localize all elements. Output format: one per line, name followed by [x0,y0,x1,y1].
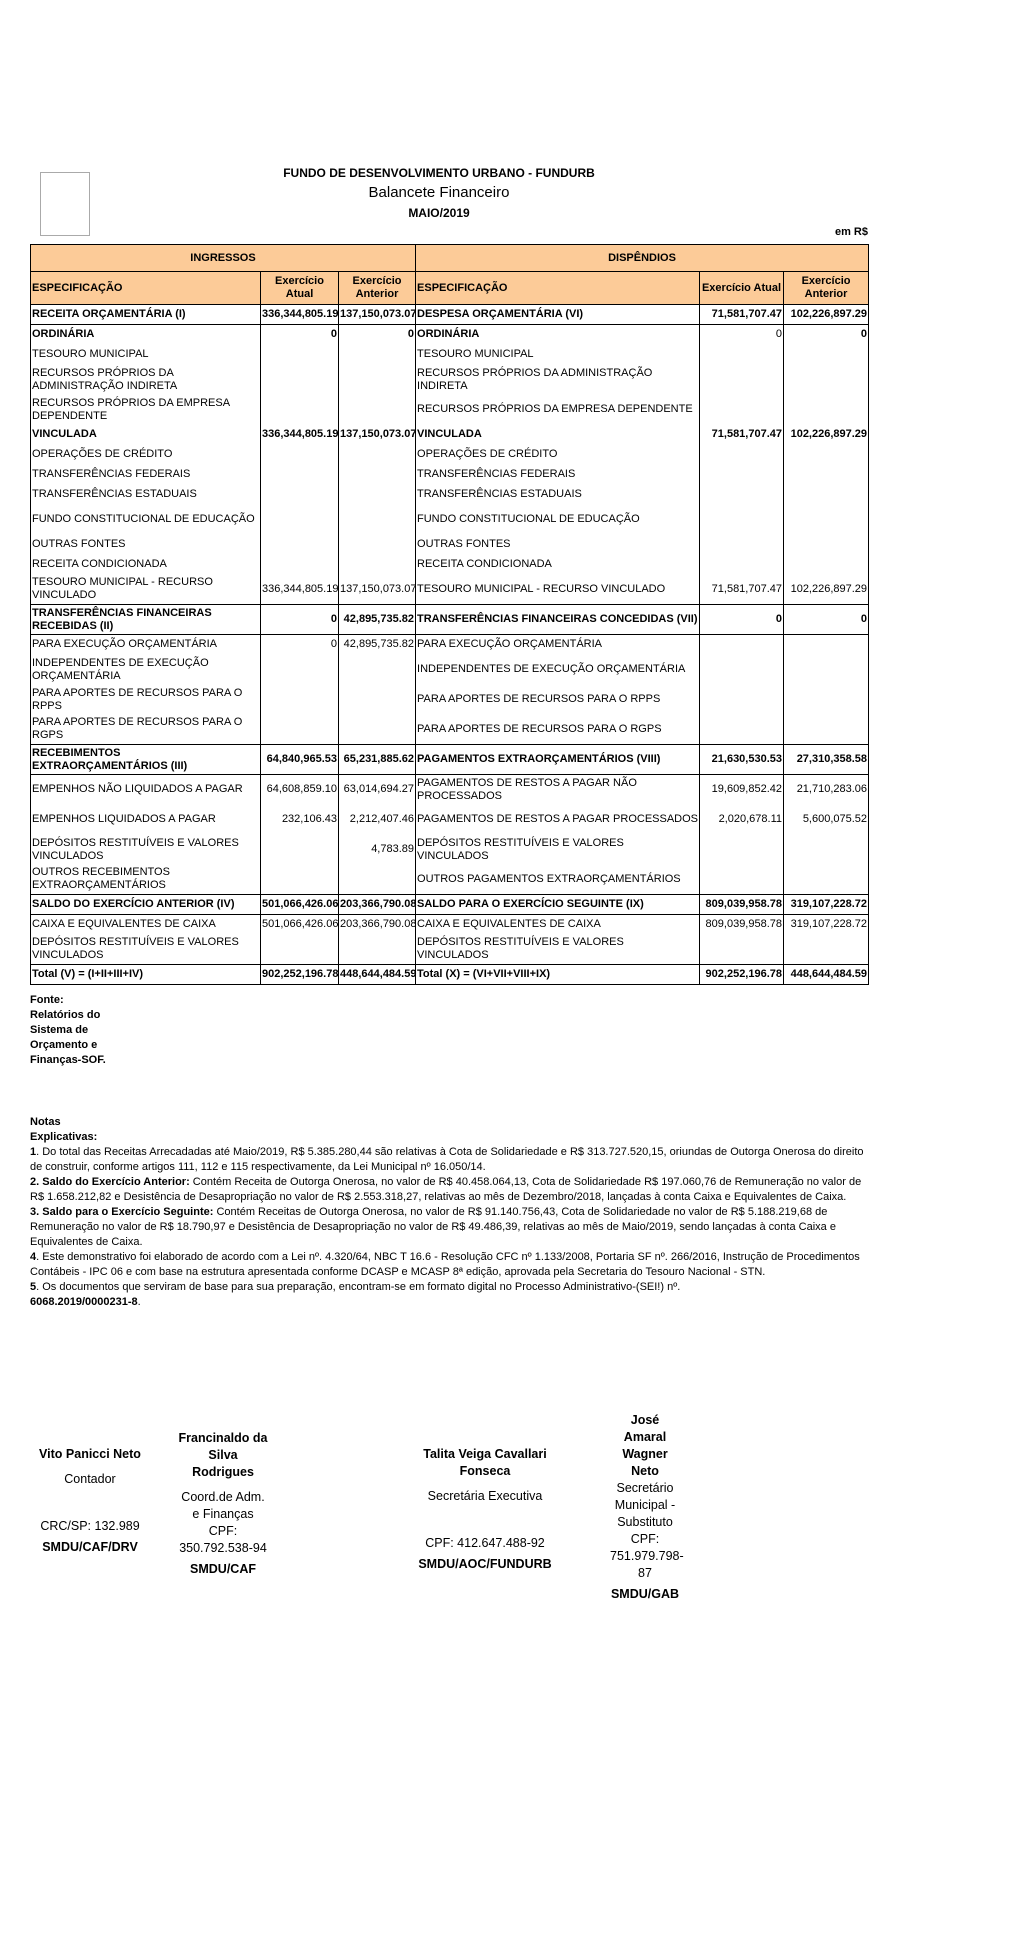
org-title: FUNDO DE DESENVOLVIMENTO URBANO - FUNDURB [283,166,595,180]
cell-anterior-right: 27,310,358.58 [784,745,869,775]
signature-name: José Amaral Wagner Neto [622,1413,668,1478]
cell-atual-right [700,685,784,715]
note-4: 4. Este demonstrativo foi elaborado de acordo com a Lei nº. 4.320/64, NBC T 16.6 - Resolução CFC nº 1.133/2008, Portaria SF nº. 266/2016, Instrução de Procedimentos Contábeis - IPC 06 e com base na estrutura apresentada conforme DCASP e MCASP 8ª edição, aprovada pela Secretaria do Tesouro Nacional - STN. [30,1251,860,1278]
table-row [31,935,869,965]
cell-atual-right [700,635,784,655]
cell-anterior-left [339,445,416,465]
cell-anterior-right [784,505,869,535]
signature-role: Secretária Executiva [427,1489,543,1503]
cell-atual-left: 64,608,859.10 [261,775,339,805]
cell-anterior-left [339,365,416,395]
dispendios-header: DISPÊNDIOS [416,245,869,272]
cell-anterior-left [339,485,416,505]
table-row [31,635,869,655]
cell-anterior-left: 42,895,735.82 [339,635,416,655]
cell-atual-left: 232,106.43 [261,805,339,835]
cell-anterior-right: 0 [784,605,869,635]
table-row [31,445,869,465]
col-anterior-right: Exercício Anterior [784,272,869,305]
cell-spec-right: OUTRAS FONTES [416,535,700,555]
cell-anterior-right: 448,644,484.59 [784,965,869,985]
cell-atual-left: 0 [261,605,339,635]
cell-atual-right: 902,252,196.78 [700,965,784,985]
cell-spec-right: VINCULADA [416,425,700,445]
cell-spec-right: PARA APORTES DE RECURSOS PARA O RGPS [416,715,700,745]
cell-spec-right: TESOURO MUNICIPAL [416,345,700,365]
col-atual-right: Exercício Atual [700,272,784,305]
table-row [31,465,869,485]
col-atual-left: Exercício Atual [261,272,339,305]
cell-atual-left [261,715,339,745]
cell-spec-left: OUTROS RECEBIMENTOS EXTRAORÇAMENTÁRIOS [31,865,261,895]
cell-spec-left: TRANSFERÊNCIAS FEDERAIS [31,465,261,485]
cell-anterior-left [339,395,416,425]
cell-anterior-left: 0 [339,325,416,345]
cell-atual-right: 809,039,958.78 [700,895,784,915]
signature-name: Francinaldo da Silva Rodrigues [178,1431,268,1479]
cell-atual-left [261,535,339,555]
table-row [31,555,869,575]
cell-atual-right [700,655,784,685]
cell-atual-left [261,365,339,395]
signature-org: SMDU/CAF [190,1562,256,1576]
cell-spec-left: RECEBIMENTOS EXTRAORÇAMENTÁRIOS (III) [31,745,261,775]
cell-anterior-left: 137,150,073.07 [339,575,416,605]
cell-atual-right [700,445,784,465]
cell-spec-right: OUTROS PAGAMENTOS EXTRAORÇAMENTÁRIOS [416,865,700,895]
cell-spec-right: DEPÓSITOS RESTITUÍVEIS E VALORES VINCULADOS [416,835,700,865]
cell-anterior-right [784,715,869,745]
cell-spec-right: RECURSOS PRÓPRIOS DA EMPRESA DEPENDENTE [416,395,700,425]
cell-anterior-right: 102,226,897.29 [784,575,869,605]
table-row [31,605,869,635]
cell-anterior-right: 5,600,075.52 [784,805,869,835]
cell-atual-left: 0 [261,635,339,655]
cell-atual-left [261,685,339,715]
cell-atual-right: 19,609,852.42 [700,775,784,805]
cell-atual-right: 71,581,707.47 [700,305,784,325]
signature-cpf: CRC/SP: 132.989 [40,1519,140,1533]
period: MAIO/2019 [408,206,470,220]
cell-anterior-right [784,935,869,965]
col-anterior-left: Exercício Anterior [339,272,416,305]
cell-atual-left: 501,066,426.06 [261,895,339,915]
cell-spec-left: SALDO DO EXERCÍCIO ANTERIOR (IV) [31,895,261,915]
cell-anterior-right: 319,107,228.72 [784,915,869,935]
cell-anterior-left: 448,644,484.59 [339,965,416,985]
signature-block [610,1412,684,1603]
notes-block [30,1115,870,1310]
table-row [31,535,869,555]
cell-anterior-left: 4,783.89 [339,835,416,865]
cell-spec-left: PARA APORTES DE RECURSOS PARA O RPPS [31,685,261,715]
cell-anterior-right: 0 [784,325,869,345]
cell-spec-left: TRANSFERÊNCIAS FINANCEIRAS RECEBIDAS (II) [31,605,261,635]
cell-spec-right: Total (X) = (VI+VII+VIII+IX) [416,965,700,985]
table-row [31,395,869,425]
cell-atual-right [700,505,784,535]
cell-anterior-right [784,635,869,655]
table-row [31,485,869,505]
cell-spec-left: RECEITA CONDICIONADA [31,555,261,575]
notes-title: Notas Explicativas: [30,1116,98,1143]
cell-anterior-right [784,865,869,895]
cell-atual-left [261,555,339,575]
cell-atual-right [700,555,784,575]
signature-org: SMDU/CAF/DRV [42,1540,138,1554]
cell-anterior-left [339,655,416,685]
cell-atual-left [261,865,339,895]
cell-spec-right: OPERAÇÕES DE CRÉDITO [416,445,700,465]
cell-spec-left: OUTRAS FONTES [31,535,261,555]
cell-atual-left: 336,344,805.19 [261,305,339,325]
cell-spec-left: FUNDO CONSTITUCIONAL DE EDUCAÇÃO [31,505,261,535]
signature-name: Vito Panicci Neto [39,1447,141,1461]
signature-cpf: CPF: 412.647.488-92 [425,1536,545,1550]
table-row [31,655,869,685]
table-row [31,365,869,395]
signature-role: Contador [64,1472,116,1486]
table-row [31,915,869,935]
cell-atual-right: 2,020,678.11 [700,805,784,835]
table-row [31,805,869,835]
cell-spec-left: DEPÓSITOS RESTITUÍVEIS E VALORES VINCULADOS [31,935,261,965]
table-row [31,965,869,985]
signature-role: Secretário Municipal - Substituto [614,1481,676,1529]
cell-spec-right: TRANSFERÊNCIAS FEDERAIS [416,465,700,485]
cell-atual-right: 71,581,707.47 [700,575,784,605]
cell-anterior-left [339,505,416,535]
cell-atual-right [700,535,784,555]
cell-spec-left: EMPENHOS NÃO LIQUIDADOS A PAGAR [31,775,261,805]
signature-org: SMDU/GAB [610,1587,680,1601]
cell-atual-left [261,345,339,365]
fonte-note: Fonte: Relatórios do Sistema de Orçamento e Finanças-SOF. [30,994,106,1066]
cell-spec-right: TRANSFERÊNCIAS ESTADUAIS [416,485,700,505]
cell-atual-right: 71,581,707.47 [700,425,784,445]
cell-spec-left: CAIXA E EQUIVALENTES DE CAIXA [31,915,261,935]
doc-title: Balancete Financeiro [368,184,510,201]
cell-atual-left [261,395,339,425]
cell-anterior-left [339,535,416,555]
cell-atual-right [700,395,784,425]
note-5: 5. Os documentos que serviram de base para sua preparação, encontram-se em formato digital no Processo Administrativo-(SEI!) nº. 6068.2019/0000231-8. [30,1281,681,1308]
cell-atual-right [700,935,784,965]
cell-anterior-left [339,935,416,965]
cell-anterior-right [784,535,869,555]
cell-atual-right: 809,039,958.78 [700,915,784,935]
cell-spec-right: PAGAMENTOS EXTRAORÇAMENTÁRIOS (VIII) [416,745,700,775]
table-row [31,425,869,445]
cell-anterior-right [784,345,869,365]
cell-anterior-left [339,685,416,715]
ingressos-header: INGRESSOS [31,245,416,272]
cell-spec-right: PARA APORTES DE RECURSOS PARA O RPPS [416,685,700,715]
col-spec-left: ESPECIFICAÇÃO [31,272,261,305]
cell-anterior-left [339,345,416,365]
cell-spec-left: RECURSOS PRÓPRIOS DA ADMINISTRAÇÃO INDIRETA [31,365,261,395]
cell-atual-right [700,485,784,505]
cell-spec-left: ORDINÁRIA [31,325,261,345]
cell-atual-left: 0 [261,325,339,345]
cell-spec-right: DESPESA ORÇAMENTÁRIA (VI) [416,305,700,325]
signature-block [410,1446,560,1573]
cell-spec-right: PARA EXECUÇÃO ORÇAMENTÁRIA [416,635,700,655]
balance-table [30,244,869,985]
cell-atual-left: 336,344,805.19 [261,575,339,605]
cell-anterior-right [784,395,869,425]
cell-spec-left: Total (V) = (I+II+III+IV) [31,965,261,985]
cell-anterior-right [784,835,869,865]
cell-spec-right: RECURSOS PRÓPRIOS DA ADMINISTRAÇÃO INDIRETA [416,365,700,395]
cell-atual-right [700,715,784,745]
cell-anterior-right: 102,226,897.29 [784,305,869,325]
cell-anterior-left [339,865,416,895]
cell-spec-left: TESOURO MUNICIPAL - RECURSO VINCULADO [31,575,261,605]
cell-atual-right [700,865,784,895]
cell-anterior-left: 42,895,735.82 [339,605,416,635]
table-row [31,745,869,775]
signature-org: SMDU/AOC/FUNDURB [418,1557,552,1571]
cell-anterior-right: 21,710,283.06 [784,775,869,805]
note-2: 2. Saldo do Exercício Anterior: Contém Receita de Outorga Onerosa, no valor de R$ 40.458.064,13, Cota de Solidariedade R$ 197.060,76 de Remuneração no valor de R$ 1.658.212,82 e Desistência de Desapropriação no valor de R$ 2.553.318,27, relativas ao mês de Dezembro/2018, lançadas à conta Caixa e Equivalentes de Caixa. [30,1176,862,1203]
cell-anterior-right [784,445,869,465]
signature-cpf: CPF: 751.979.798-87 [610,1532,684,1580]
cell-spec-left: RECEITA ORÇAMENTÁRIA (I) [31,305,261,325]
cell-atual-left: 336,344,805.19 [261,425,339,445]
signature-block [178,1430,268,1578]
cell-anterior-left: 137,150,073.07 [339,305,416,325]
cell-spec-left: TESOURO MUNICIPAL [31,345,261,365]
table-row [31,325,869,345]
table-row [31,865,869,895]
cell-anterior-right [784,485,869,505]
cell-anterior-right [784,655,869,685]
note-3: 3. Saldo para o Exercício Seguinte: Contém Receitas de Outorga Onerosa, no valor de R$ 91.140.756,43, Cota de Solidariedade no valor de R$ 5.188.219,68 de Remuneração no valor de R$ 18.790,97 e Desistência de Desapropriação no valor de R$ 49.486,39, relativas ao mês de Maio/2019, sendo lançadas à conta Caixa e Equivalentes de Caixa. [30,1206,836,1248]
cell-anterior-left: 137,150,073.07 [339,425,416,445]
cell-atual-left [261,655,339,685]
cell-anterior-right [784,555,869,575]
cell-spec-right: TRANSFERÊNCIAS FINANCEIRAS CONCEDIDAS (VII) [416,605,700,635]
cell-spec-left: EMPENHOS LIQUIDADOS A PAGAR [31,805,261,835]
cell-spec-right: PAGAMENTOS DE RESTOS A PAGAR NÃO PROCESSADOS [416,775,700,805]
cell-atual-right [700,835,784,865]
cell-spec-left: OPERAÇÕES DE CRÉDITO [31,445,261,465]
table-row [31,305,869,325]
cell-anterior-right [784,465,869,485]
cell-spec-right: FUNDO CONSTITUCIONAL DE EDUCAÇÃO [416,505,700,535]
cell-anterior-right: 102,226,897.29 [784,425,869,445]
cell-atual-left [261,935,339,965]
table-row [31,575,869,605]
cell-anterior-left [339,715,416,745]
cell-spec-left: PARA EXECUÇÃO ORÇAMENTÁRIA [31,635,261,655]
cell-atual-right [700,365,784,395]
cell-spec-right: ORDINÁRIA [416,325,700,345]
currency-unit: em R$ [834,226,868,238]
cell-anterior-right [784,365,869,395]
cell-anterior-left: 203,366,790.08 [339,915,416,935]
cell-anterior-right [784,685,869,715]
signature-cpf: CPF: 350.792.538-94 [179,1524,267,1555]
table-row [31,775,869,805]
cell-spec-right: RECEITA CONDICIONADA [416,555,700,575]
table-body [31,305,869,985]
cell-atual-left: 902,252,196.78 [261,965,339,985]
col-spec-right: ESPECIFICAÇÃO [416,272,700,305]
cell-atual-left: 64,840,965.53 [261,745,339,775]
signature-name: Talita Veiga Cavallari Fonseca [423,1447,547,1478]
cell-anterior-left: 2,212,407.46 [339,805,416,835]
table-row [31,345,869,365]
table-row [31,835,869,865]
cell-atual-right: 0 [700,605,784,635]
cell-anterior-left [339,555,416,575]
table-row [31,715,869,745]
cell-anterior-left: 65,231,885.62 [339,745,416,775]
cell-anterior-left [339,465,416,485]
cell-spec-right: SALDO PARA O EXERCÍCIO SEGUINTE (IX) [416,895,700,915]
cell-anterior-right: 319,107,228.72 [784,895,869,915]
cell-spec-right: CAIXA E EQUIVALENTES DE CAIXA [416,915,700,935]
cell-atual-left [261,465,339,485]
cell-spec-left: RECURSOS PRÓPRIOS DA EMPRESA DEPENDENTE [31,395,261,425]
cell-atual-left [261,485,339,505]
cell-atual-left [261,835,339,865]
cell-atual-left [261,505,339,535]
cell-spec-left: DEPÓSITOS RESTITUÍVEIS E VALORES VINCULADOS [31,835,261,865]
cell-spec-right: INDEPENDENTES DE EXECUÇÃO ORÇAMENTÁRIA [416,655,700,685]
table-row [31,685,869,715]
cell-spec-right: TESOURO MUNICIPAL - RECURSO VINCULADO [416,575,700,605]
logo-placeholder [40,172,90,236]
cell-spec-left: VINCULADA [31,425,261,445]
note-1: 1. Do total das Receitas Arrecadadas até Maio/2019, R$ 5.385.280,44 são relativas à Cota de Solidariedade e R$ 313.727.520,15, oriundas de Outorga Onerosa do direito de construir, conforme artigos 111, 112 e 115 respectivamente, da Lei Municipal nº 16.050/14. [30,1146,864,1173]
cell-atual-right [700,465,784,485]
cell-spec-left: INDEPENDENTES DE EXECUÇÃO ORÇAMENTÁRIA [31,655,261,685]
signature-role: Coord.de Adm. e Finanças [181,1490,265,1521]
cell-anterior-left: 203,366,790.08 [339,895,416,915]
signature-block [30,1446,150,1556]
cell-spec-left: PARA APORTES DE RECURSOS PARA O RGPS [31,715,261,745]
cell-atual-right: 0 [700,325,784,345]
cell-atual-left [261,445,339,465]
cell-atual-right: 21,630,530.53 [700,745,784,775]
table-row [31,505,869,535]
cell-atual-right [700,345,784,365]
cell-spec-right: DEPÓSITOS RESTITUÍVEIS E VALORES VINCULADOS [416,935,700,965]
cell-spec-right: PAGAMENTOS DE RESTOS A PAGAR PROCESSADOS [416,805,700,835]
cell-spec-left: TRANSFERÊNCIAS ESTADUAIS [31,485,261,505]
cell-anterior-left: 63,014,694.27 [339,775,416,805]
cell-atual-left: 501,066,426.06 [261,915,339,935]
table-row [31,895,869,915]
